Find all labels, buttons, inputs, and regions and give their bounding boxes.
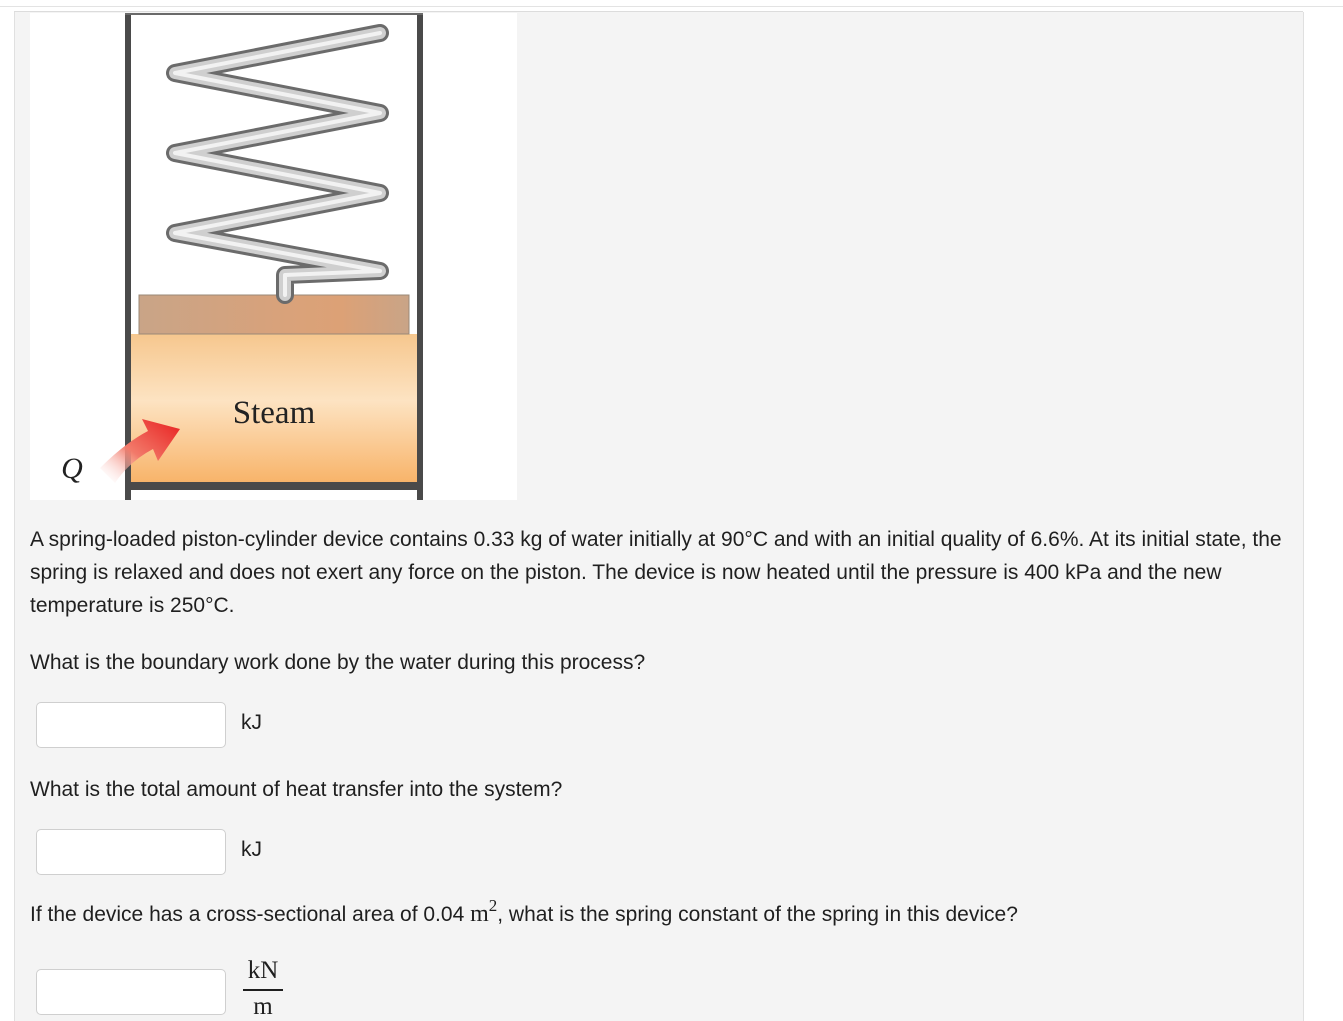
problem-statement [30,523,1295,622]
degree-symbol: ° [205,594,214,617]
cylinder-left-wall [125,13,131,500]
question-1-text: What is the boundary work done by the water during this process? [30,651,646,674]
cylinder-bottom [125,482,423,490]
piston-cylinder-figure [30,13,517,500]
degree-symbol: ° [744,528,753,551]
question-3-text-before: If the device has a cross-sectional area of 0.04 [30,903,471,926]
piston [139,295,409,334]
answer-3-unit-fraction [243,956,283,1019]
heat-label: Q [61,452,83,485]
steam-label: Steam [232,395,316,431]
piston-cylinder-diagram [30,13,517,500]
answer-1-input[interactable] [36,702,226,748]
answer-3-input[interactable] [36,969,226,1015]
problem-intro-3: C. [213,594,235,617]
answer-2-unit: kJ [241,838,262,861]
problem-intro-2: C and with an initial quality of 6.6%. At its initial state, the spring is relaxed and does not exert any force on the piston. The device is now heated until the pressure is 400 kPa and the new temperature is 250 [30,528,1282,617]
unit-numerator: kN [247,957,279,984]
question-3-text-after: , what is the spring constant of the spring in this device? [497,903,1018,926]
top-border [0,0,1343,7]
cylinder-top [125,13,423,15]
answer-2-input[interactable] [36,829,226,875]
question-2-text: What is the total amount of heat transfer into the system? [30,778,563,801]
question-3-text [30,898,1018,932]
problem-intro-1: A spring-loaded piston-cylinder device contains 0.33 kg of water initially at 90 [30,528,745,551]
answer-1-unit: kJ [241,711,262,734]
spring [175,33,380,295]
unit-denominator: m [253,993,273,1020]
area-exponent: 2 [488,896,498,915]
fraction-bar [243,989,283,991]
area-unit: m [470,901,489,927]
cylinder-right-wall [417,13,423,500]
